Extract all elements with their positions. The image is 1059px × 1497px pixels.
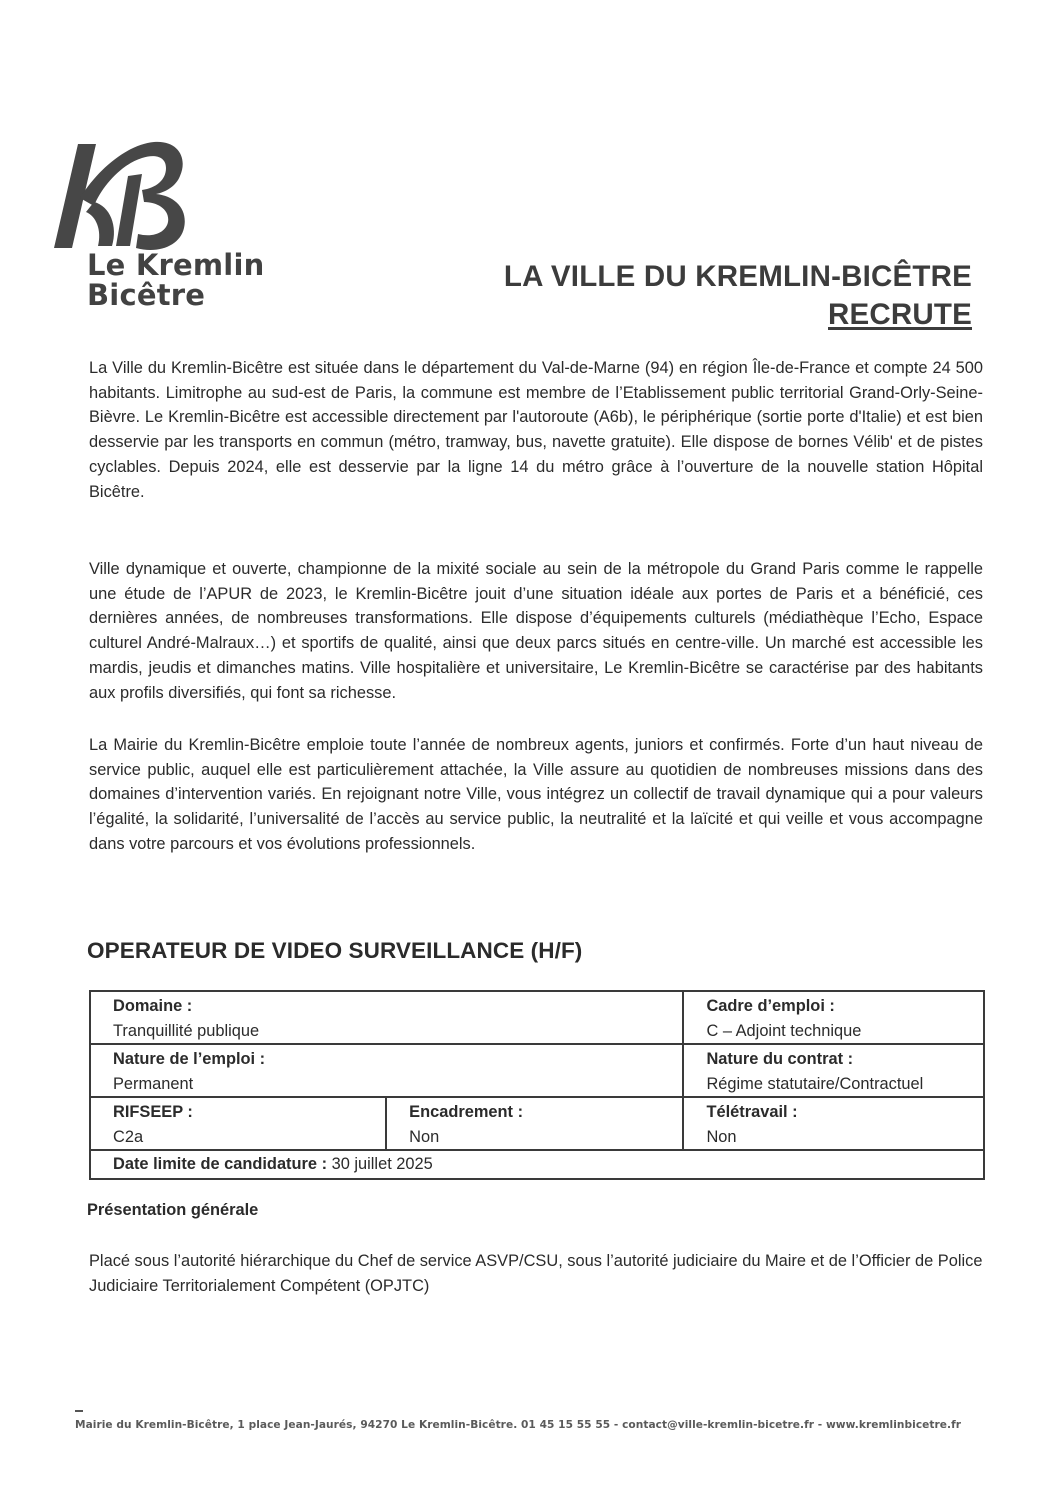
logo-wordmark [87, 250, 264, 310]
footer-divider [75, 1410, 83, 1412]
date-limite-value: 30 juillet 2025 [331, 1155, 433, 1173]
encadrement-label: Encadrement : [409, 1103, 524, 1121]
teletravail-value: Non [706, 1127, 737, 1146]
nature-contrat-label: Nature du contrat : [706, 1050, 854, 1068]
nature-contrat-cell [683, 1044, 984, 1097]
job-title: OPERATEUR DE VIDEO SURVEILLANCE (H/F) [87, 938, 583, 963]
footer-contact: Mairie du Kremlin-Bicêtre, 1 place Jean-Jaurés, 94270 Le Kremlin-Bicêtre. 01 45 15 55 55 - contact@ville-kremlin-bicetre.fr - www.kremlinbicetre.fr [75, 1419, 962, 1431]
page-header [504, 258, 972, 334]
nature-emploi-label: Nature de l’emploi : [113, 1050, 266, 1068]
domaine-value: Tranquillité publique [113, 1021, 260, 1040]
rifseep-label: RIFSEEP : [113, 1103, 193, 1121]
nature-emploi-cell [90, 1044, 683, 1097]
domaine-label: Domaine : [113, 997, 193, 1015]
kb-monogram-icon [50, 136, 200, 256]
nature-contrat-value: Régime statutaire/Contractuel [706, 1074, 924, 1093]
header-title: LA VILLE DU KREMLIN-BICÊTRE [503, 260, 972, 293]
table-row [90, 1097, 984, 1150]
nature-emploi-value: Permanent [113, 1074, 194, 1093]
presentation-text: Placé sous l’autorité hiérarchique du Chef de service ASVP/CSU, sous l’autorité judiciaire du Maire et de l’Officier de Police Judiciaire Territorialement Compétent (OPJTC) [89, 1252, 983, 1295]
table-row [90, 991, 984, 1044]
presentation-title: Présentation générale [87, 1201, 259, 1219]
rifseep-value: C2a [113, 1127, 144, 1146]
teletravail-cell [683, 1097, 984, 1150]
date-limite-cell [90, 1150, 984, 1179]
logo-line-1: Le Kremlin [87, 248, 265, 282]
intro-paragraph-dynamics: Ville dynamique et ouverte, championne de la mixité sociale au sein de la métropole du Grand Paris comme le rappelle une étude de l’APUR de 2023, le Kremlin-Bicêtre jouit d’une situation idéale aux portes de Paris et a bénéficié, ces dernières années, de nombreuses transformations. Elle dispose d’équipements culturels (médiathèque l’Echo, Espace culturel André-Malraux…) et sportifs de qualité, ainsi que deux parcs situés en centre-ville. Un marché est accessible les mardis, jeudis et dimanches matins. Ville hospitalière et universitaire, Le Kremlin-Bicêtre se caractérise par des habitants aux profils diversifiés, qui font sa richesse. [89, 560, 983, 702]
intro-paragraph-city: La Ville du Kremlin-Bicêtre est située dans le département du Val-de-Marne (94) en région Île-de-France et compte 24 500 habitants. Limitrophe au sud-est de Paris, la commune est membre de l’Etablissement public territorial Grand-Orly-Seine-Bièvre. Le Kremlin-Bicêtre est accessible directement par l'autoroute (A6b), le périphérique (sortie porte d'Italie) et est bien desservie par les transports en commun (métro, tramway, bus, navette gratuite). Elle dispose de bornes Vélib' et de pistes cyclables. Depuis 2024, elle est desservie par la ligne 14 du métro grâce à l’ouverture de la nouvelle station Hôpital Bicêtre. [89, 359, 983, 501]
cadre-emploi-cell [683, 991, 984, 1044]
cadre-emploi-value: C – Adjoint technique [706, 1021, 862, 1040]
cadre-emploi-label: Cadre d’emploi : [706, 997, 835, 1015]
table-row [90, 1044, 984, 1097]
header-subtitle: RECRUTE [828, 298, 972, 331]
encadrement-value: Non [409, 1127, 440, 1146]
intro-paragraph-employer: La Mairie du Kremlin-Bicêtre emploie toute l’année de nombreux agents, juniors et confirmés. Forte d’un haut niveau de service public, auquel elle est particulièrement attachée, la Ville assure au quotidien de nombreuses missions dans des domaines d’intervention variés. En rejoignant notre Ville, vous intégrez un collectif de travail dynamique qui a pour valeurs l’égalité, la solidarité, l’universalité de l’accès au service public, la neutralité et la laïcité et qui veille et vous accompagne dans votre parcours et vos évolutions professionnels. [89, 736, 983, 853]
teletravail-label: Télétravail : [706, 1103, 798, 1121]
domaine-cell [90, 991, 683, 1044]
job-info-table [89, 990, 985, 1180]
date-limite-label: Date limite de candidature : [113, 1155, 328, 1173]
table-row [90, 1150, 984, 1179]
encadrement-cell [386, 1097, 683, 1150]
logo-line-2: Bicêtre [87, 278, 206, 312]
rifseep-cell [90, 1097, 386, 1150]
